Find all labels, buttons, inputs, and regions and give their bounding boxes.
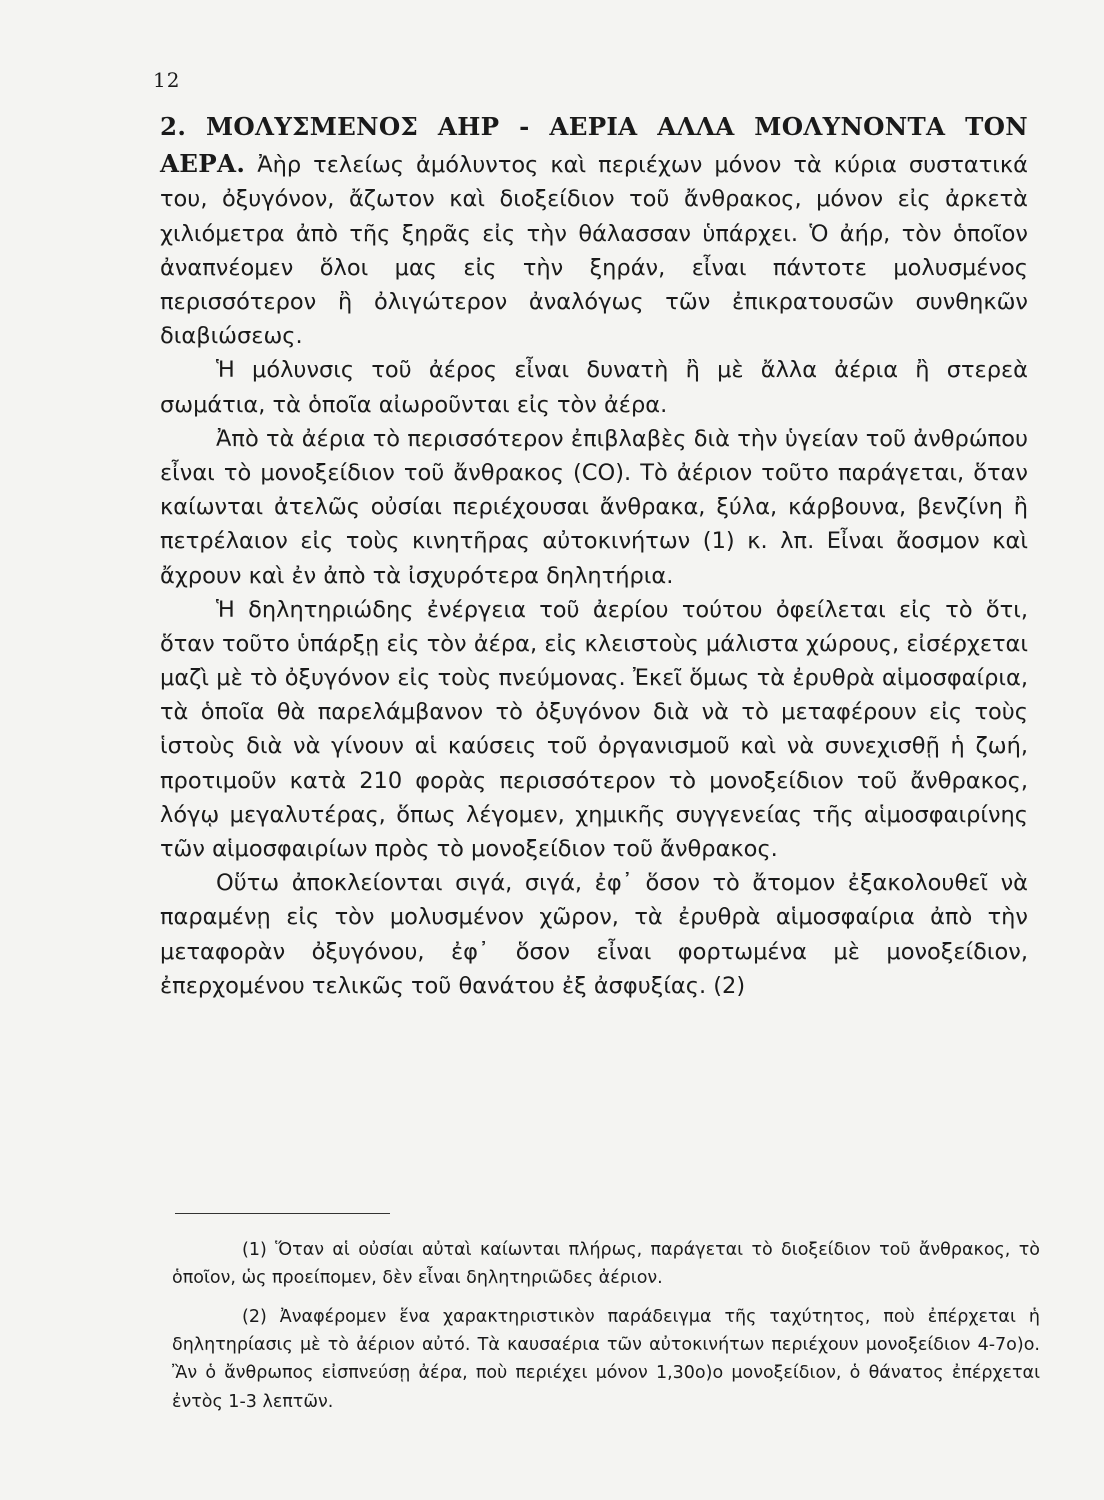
page-number: 12 xyxy=(153,68,181,92)
section-heading: 2. ΜΟΛΥΣΜΕΝΟΣ ΑΗΡ - ΑΕΡΙΑ ΑΛΛΑ ΜΟΛΥΝΟΝΤΑ ΤΟΝ ΑΕΡΑ. xyxy=(160,112,1028,179)
footnote-1: (1) Ὅταν αἱ οὐσίαι αὐταὶ καίωνται πλήρως, παράγεται τὸ διοξείδιον τοῦ ἄνθρακος, τὸ ὁποῖον, ὡς προείπομεν, δὲν εἶναι δηλητηριῶδες ἀέριον. xyxy=(172,1240,1040,1289)
footnote-2: (2) Ἀναφέρομεν ἕνα χαρακτηριστικὸν παράδειγμα τῆς ταχύτητος, ποὺ ἐπέρχεται ἡ δηλητηρίασις μὲ τὸ ἀέριον αὐτό. Τὰ καυσαέρια τῶν αὐτοκινήτων περιέχουν μονοξείδιον 4-7ο)ο. Ἂν ὁ ἄνθρωπος εἰσπνεύσῃ ἀέρα, ποὺ περιέχει μόνον 1,30ο)ο μονοξείδιον, ὁ θάνατος ἐπέρχεται ἐντὸς 1-3 λεπτῶν. xyxy=(172,1306,1040,1412)
first-paragraph xyxy=(160,108,1028,353)
paragraph: Ἡ μόλυνσις τοῦ ἀέρος εἶναι δυνατὴ ἢ μὲ ἄλλα ἀέρια ἢ στερεὰ σωμάτια, τὰ ὁποῖα αἰωροῦνται εἰς τὸν ἀέρα. xyxy=(160,357,1028,418)
paragraph: Ἡ δηλητηριώδης ἐνέργεια τοῦ ἀερίου τούτου ὀφείλεται εἰς τὸ ὅτι, ὅταν τοῦτο ὑπάρξῃ εἰς τὸν ἀέρα, εἰς κλειστοὺς μάλιστα χώρους, εἰσέρχεται μαζὶ μὲ τὸ ὀξυγόνον εἰς τοὺς πνεύμονας. Ἐκεῖ ὅμως τὰ ἐρυθρὰ αἱμοσφαίρια, τὰ ὁποῖα θὰ παρελάμβανον τὸ ὀξυγόνον διὰ νὰ τὸ μεταφέρουν εἰς τοὺς ἱστοὺς διὰ νὰ γίνουν αἱ καύσεις τοῦ ὀργανισμοῦ καὶ νὰ συνεχισθῇ ἡ ζωή, προτιμοῦν κατὰ 210 φορὰς περισσότερον τὸ μονοξείδιον τοῦ ἄνθρακος, λόγῳ μεγαλυτέρας, ὅπως λέγομεν, χημικῆς συγγενείας τῆς αἱμοσφαιρίνης τῶν αἱμοσφαιρίων πρὸς τὸ μονοξείδιον τοῦ ἄνθρακος. xyxy=(160,596,1028,863)
paragraph-text: Ἀὴρ τελείως ἀμόλυντος καὶ περιέχων μόνον τὰ κύρια συστατικά του, ὀξυγόνον, ἄζωτον καὶ διοξείδιον τοῦ ἄνθρακος, μόνον εἰς ἀρκετὰ χιλιόμετρα ἀπὸ τῆς ξηρᾶς εἰς τὴν θάλασσαν ὑπάρχει. Ὁ ἀήρ, τὸν ὁποῖον ἀναπνέομεν ὅλοι μας εἰς τὴν ξηράν, εἶναι πάντοτε μολυσμένος περισσότερον ἢ ὀλιγώτερον ἀναλόγως τῶν ἐπικρατουσῶν συνθηκῶν διαβιώσεως. xyxy=(160,152,1029,350)
footnotes xyxy=(172,1236,1040,1426)
main-text xyxy=(160,108,1028,1003)
footnote-divider xyxy=(175,1213,390,1214)
paragraph: Οὕτω ἀποκλείονται σιγά, σιγά, ἐφ᾽ ὅσον τὸ ἄτομον ἐξακολουθεῖ νὰ παραμένῃ εἰς τὸν μολυσμένον χῶρον, τὰ ἐρυθρὰ αἱμοσφαίρια ἀπὸ τὴν μεταφορὰν ὀξυγόνου, ἐφ᾽ ὅσον εἶναι φορτωμένα μὲ μονοξείδιον, ἐπερχομένου τελικῶς τοῦ θανάτου ἐξ ἀσφυξίας. (2) xyxy=(160,870,1028,999)
paragraph: Ἀπὸ τὰ ἀέρια τὸ περισσότερον ἐπιβλαβὲς διὰ τὴν ὑγείαν τοῦ ἀνθρώπου εἶναι τὸ μονοξείδιον τοῦ ἄνθρακος (CO). Τὸ ἀέριον τοῦτο παράγεται, ὅταν καίωνται ἀτελῶς οὐσίαι περιέχουσαι ἄνθρακα, ξύλα, κάρβουνα, βενζίνη ἢ πετρέλαιον εἰς τοὺς κινητῆρας αὐτοκινήτων (1) κ. λπ. Εἶναι ἄοσμον καὶ ἄχρουν καὶ ἐν ἀπὸ τὰ ἰσχυρότερα δηλητήρια. xyxy=(160,425,1028,589)
